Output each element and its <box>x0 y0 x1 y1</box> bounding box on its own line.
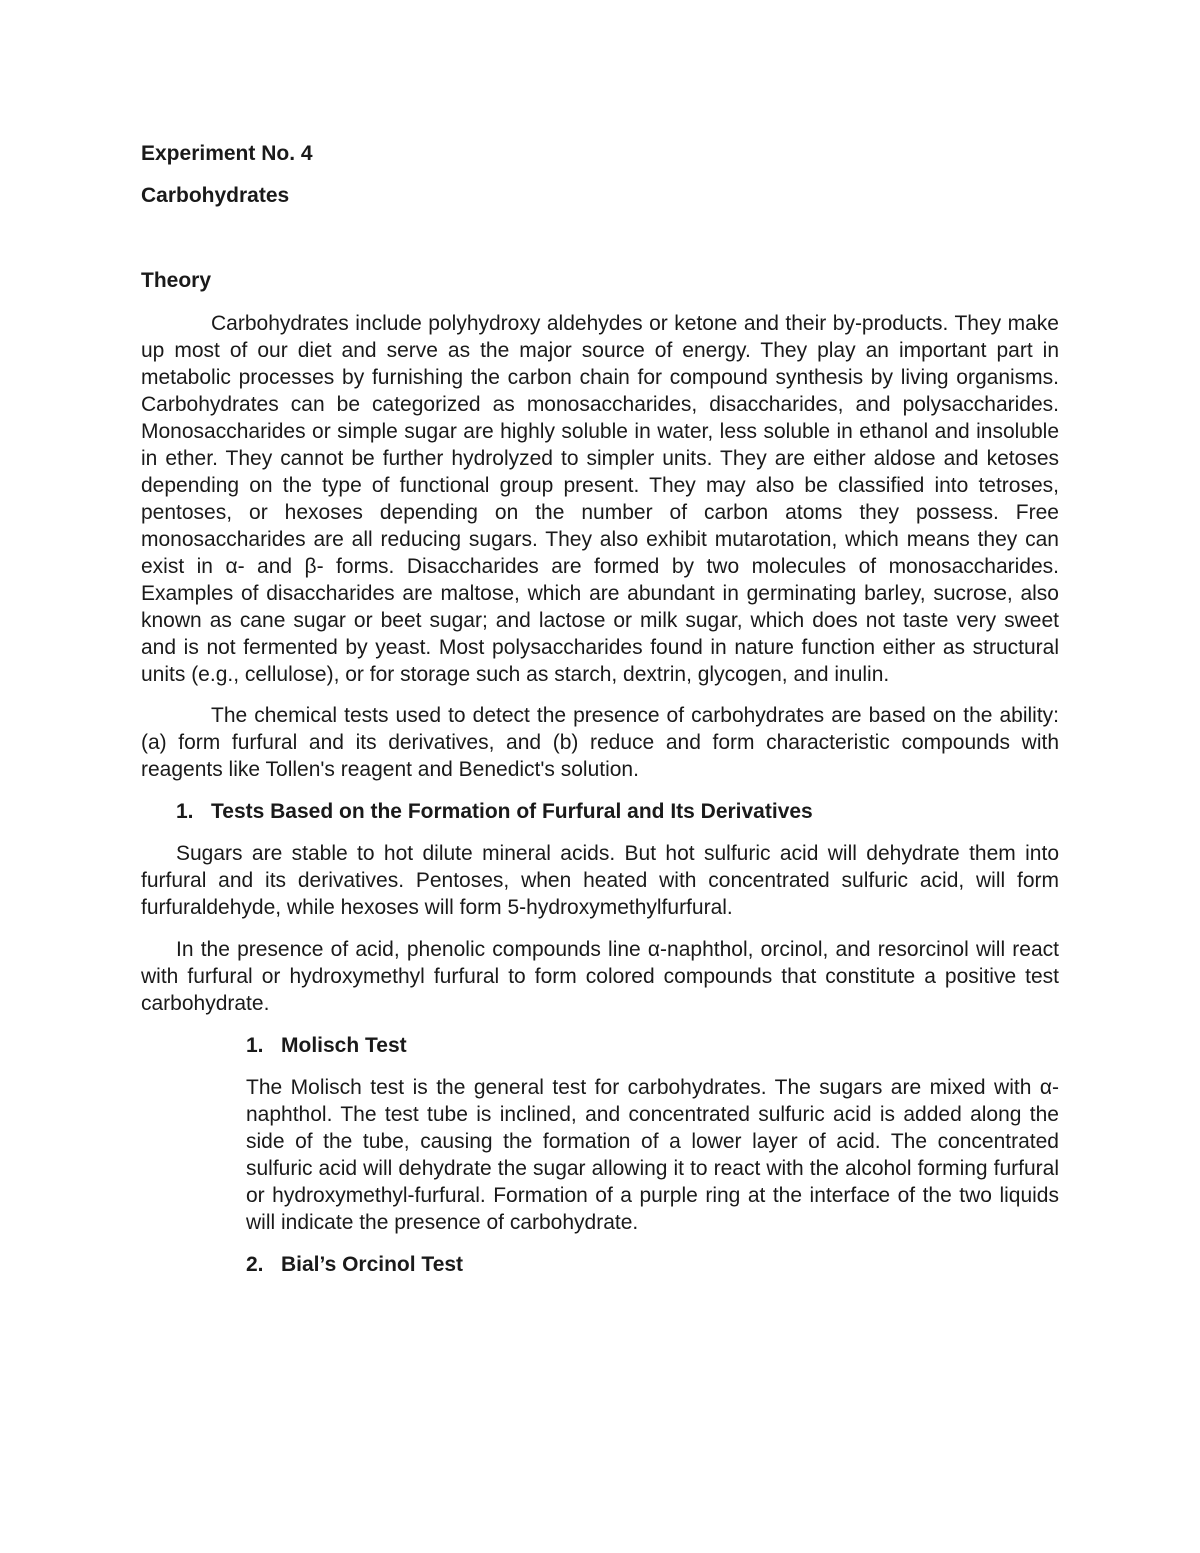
subsection-1-title: Molisch Test <box>281 1034 407 1057</box>
subsection-molisch <box>246 1032 1059 1278</box>
theory-heading: Theory <box>141 269 212 292</box>
document-page <box>141 140 1059 1293</box>
subsection-1-heading <box>246 1032 1059 1059</box>
subsection-1-number: 1. <box>246 1034 264 1057</box>
subsection-1-paragraph: The Molisch test is the general test for carbohydrates. The sugars are mixed with α-naphthol. The test tube is inclined, and concentrated sulfuric acid is added along the side of the tube, causing the formation of a lower layer of acid. The concentrated sulfuric acid will dehydrate the sugar allowing it to react with the alcohol forming furfural or hydroxymethyl-furfural. Formation of a purple ring at the interface of the two liquids will indicate the presence of carbohydrate. <box>246 1076 1059 1234</box>
section-1-number: 1. <box>176 800 194 823</box>
section-1-paragraph-1: Sugars are stable to hot dilute mineral acids. But hot sulfuric acid will dehydrate them into furfural and its derivatives. Pentoses, when heated with concentrated sulfuric acid, will form furfuraldehyde, while hexoses will form 5-hydroxymethylfurfural. <box>141 842 1059 919</box>
section-1-paragraph-2: In the presence of acid, phenolic compounds line α-naphthol, orcinol, and resorcinol will react with furfural or hydroxymethyl furfural to form colored compounds that constitute a positive test carbohydrate. <box>141 938 1059 1015</box>
subsection-2-heading <box>246 1251 1059 1278</box>
section-1-title: Tests Based on the Formation of Furfural and Its Derivatives <box>211 800 813 823</box>
subsection-2-number: 2. <box>246 1253 264 1276</box>
subsection-2-title: Bial’s Orcinol Test <box>281 1253 464 1276</box>
experiment-title: Experiment No. 4 <box>141 142 313 165</box>
subject-title: Carbohydrates <box>141 184 290 207</box>
theory-paragraph-2: The chemical tests used to detect the presence of carbohydrates are based on the ability: (a) form furfural and its derivatives, and (b) reduce and form characteristic compounds with reagents like Tollen's reagent and Benedict's solution. <box>141 704 1059 781</box>
theory-paragraph-1: Carbohydrates include polyhydroxy aldehydes or ketone and their by-products. They make up most of our diet and serve as the major source of energy. They play an important part in metabolic processes by furnishing the carbon chain for compound synthesis by living organisms. Carbohydrates can be categorized as monosaccharides, disaccharides, and polysaccharides. Monosaccharides or simple sugar are highly soluble in water, less soluble in ethanol and insoluble in ether. They cannot be further hydrolyzed to simpler units. They are either aldose and ketoses depending on the type of functional group present. They may also be classified into tetroses, pentoses, or hexoses depending on the number of carbon atoms they possess. Free monosaccharides are all reducing sugars. They also exhibit mutarotation, which means they can exist in α- and β- forms. Disaccharides are formed by two molecules of monosaccharides. Examples of disaccharides are maltose, which are abundant in germinating barley, sucrose, also known as cane sugar or beet sugar; and lactose or milk sugar, which does not taste very sweet and is not fermented by yeast. Most polysaccharides found in nature function either as structural units (e.g., cellulose), or for storage such as starch, dextrin, glycogen, and inulin. <box>141 312 1059 686</box>
section-1-heading <box>176 798 1059 825</box>
